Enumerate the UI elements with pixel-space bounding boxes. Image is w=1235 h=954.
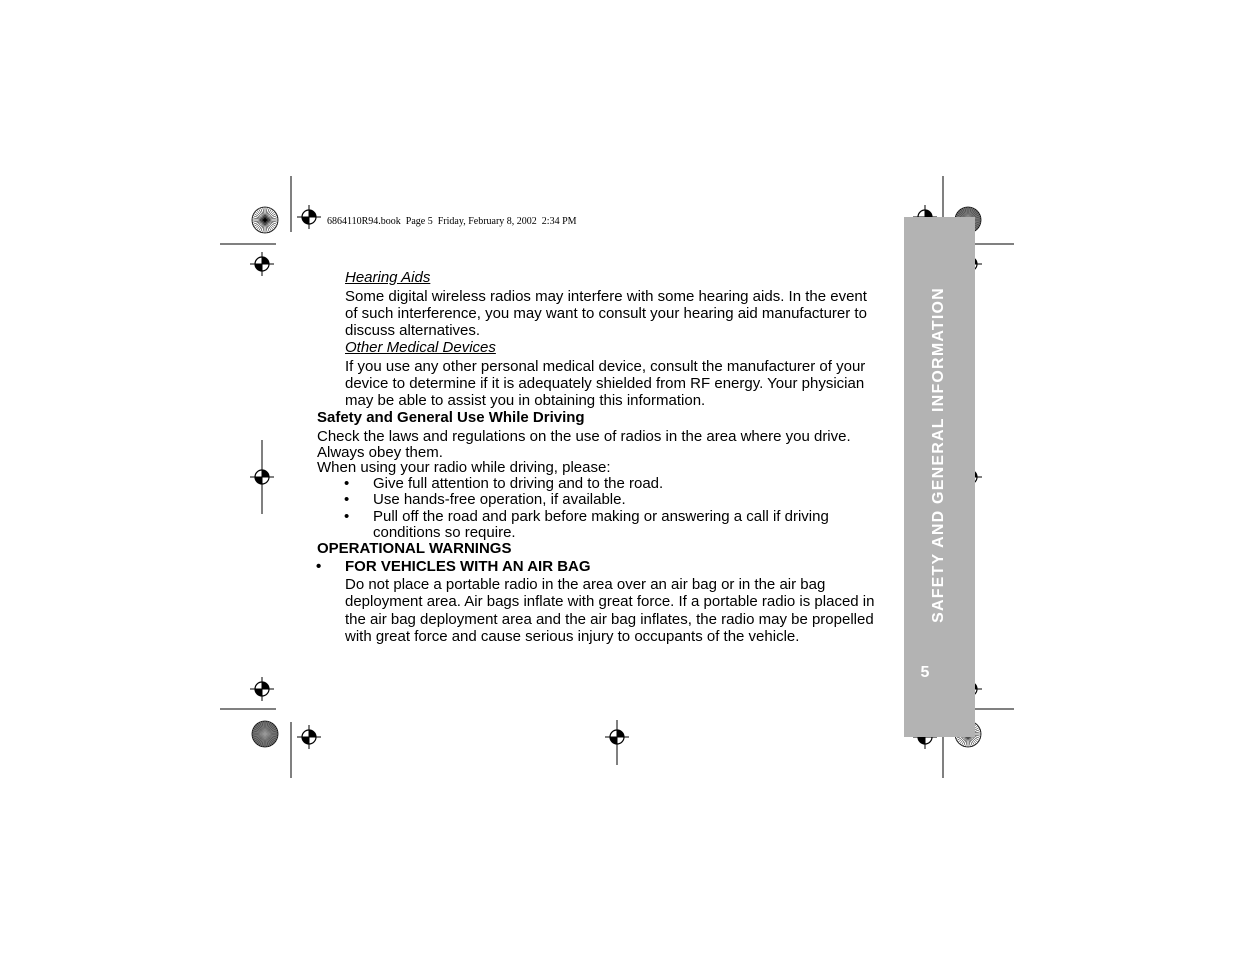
airbag-line: Do not place a portable radio in the area over an air bag or in the air bag [345, 576, 826, 593]
driving-heading: Safety and General Use While Driving [317, 409, 585, 426]
driving-line: When using your radio while driving, please: [317, 459, 611, 476]
page-number: 5 [920, 664, 930, 681]
bullet-symbol: • [344, 475, 350, 492]
hearing-aids-heading: Hearing Aids [345, 269, 431, 286]
driving-bullet: Use hands-free operation, if available. [373, 491, 626, 508]
airbag-line: with great force and cause serious injury to occupants of the vehicle. [345, 628, 800, 645]
other-devices-line: may be able to assist you in obtaining this information. [345, 392, 706, 409]
driving-line: Check the laws and regulations on the use of radios in the area where you drive. [317, 428, 851, 445]
bullet-symbol: • [344, 491, 350, 508]
operational-heading: OPERATIONAL WARNINGS [317, 540, 512, 557]
other-devices-heading: Other Medical Devices [345, 339, 496, 356]
driving-bullet: conditions so require. [373, 524, 516, 541]
other-devices-line: If you use any other personal medical device, consult the manufacturer of your [345, 358, 866, 375]
other-devices-line: device to determine if it is adequately shielded from RF energy. Your physician [345, 375, 865, 392]
airbag-line: the air bag deployment area and the air bag inflates, the radio may be propelled [345, 611, 874, 628]
bullet-symbol: • [344, 508, 350, 525]
airbag-line: deployment area. Air bags inflate with great force. If a portable radio is placed in [345, 593, 875, 610]
hearing-aids-line: discuss alternatives. [345, 322, 481, 339]
driving-bullet: Give full attention to driving and to the road. [373, 475, 664, 492]
file-info-header: 6864110R94.book Page 5 Friday, February 8, 2002 2:34 PM [327, 216, 577, 227]
driving-bullet: Pull off the road and park before making or answering a call if driving [373, 508, 829, 525]
section-tab-title: SAFETY AND GENERAL INFORMATION [930, 287, 947, 623]
driving-line: Always obey them. [317, 444, 443, 461]
bullet-symbol: • [316, 558, 322, 575]
hearing-aids-line: Some digital wireless radios may interfere with some hearing aids. In the event [345, 288, 867, 305]
hearing-aids-line: of such interference, you may want to consult your hearing aid manufacturer to [345, 305, 867, 322]
airbag-heading: FOR VEHICLES WITH AN AIR BAG [345, 558, 591, 575]
